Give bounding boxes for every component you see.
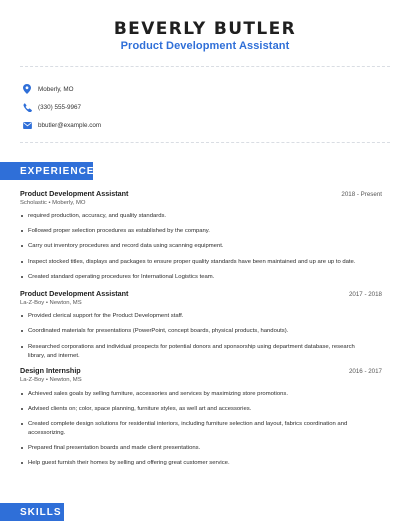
job-bullet [20,444,360,453]
job-company-location: La-Z-Boy • Newton, MS [20,300,82,306]
job-bullet [20,227,360,236]
phone-icon [22,102,32,112]
job-dates: 2016 - 2017 [348,368,382,375]
job-bullet [20,343,365,360]
job-title: Product Development Assistant [20,189,129,198]
bullet-text: Advised clients on; color, space planning, furniture styles, as well art and accessories. [28,406,252,412]
bullet-dot [21,261,23,263]
bullet-text: Researched corporations and individual prospects for potential donors and sponsorship using department database, research library, and internet. [28,344,355,359]
bullet-text: Help guest furnish their homes by selling and offering great customer service. [28,460,230,466]
bullet-dot [21,423,23,425]
job-bullet [20,390,360,399]
bullet-text: Created complete design solutions for residential interiors, including furniture selection and layout, fabrics coordination and accessorizing. [28,421,348,436]
section-skills-heading: SKILLS [0,503,64,521]
bullet-text: Prepared final presentation boards and made client presentations. [28,445,201,451]
job-company-location: La-Z-Boy • Newton, MS [20,377,82,383]
job-bullet [20,405,360,414]
contact-email [22,119,101,131]
bullet-dot [21,215,23,217]
job-dates: 2018 - Present [341,191,382,198]
bullet-text: Created standard operating procedures for International Logistics team. [28,274,215,280]
contact-phone [22,101,81,113]
contact-phone-text: (330) 555-9967 [38,103,82,111]
bullet-text: Achieved sales goals by selling furniture, accessories and services by maximizing store promotions. [28,391,288,397]
job-company-location: Scholastic • Moberly, MO [20,200,86,206]
contact-location-text: Moberly, MO [38,85,74,93]
bullet-text: required production, accuracy, and quality standards. [28,213,167,219]
bullet-dot [21,276,23,278]
bullet-text: Coordinated materials for presentations (PowerPoint, concept boards, physical products, handouts). [28,328,289,334]
bullet-dot [21,245,23,247]
job-bullet [20,212,360,221]
job-bullet [20,242,360,251]
bullet-dot [21,408,23,410]
bullet-dot [21,330,23,332]
job-dates: 2017 - 2018 [348,291,382,298]
location-pin-icon [22,84,32,94]
job-title: Product Development Assistant [20,289,129,298]
bullet-dot [21,346,23,348]
bullet-dot [21,393,23,395]
job-entry [20,289,382,306]
bullet-text: Followed proper selection procedures as established by the company. [28,228,210,234]
job-bullet [20,312,360,321]
job-bullet [20,327,360,336]
candidate-name: BEVERLY BUTLER [113,19,297,39]
bullet-text: Inspect stocked titles, displays and packages to ensure proper quality standards have been maintained and up are up to date. [28,259,356,265]
job-entry [20,366,382,383]
job-entry [20,189,382,206]
job-bullet [20,459,360,468]
bullet-dot [21,230,23,232]
bullet-dot [21,462,23,464]
bullet-text: Carry out inventory procedures and record data using scanning equipment. [28,243,224,249]
bullet-dot [21,447,23,449]
candidate-role: Product Development Assistant [120,40,290,52]
job-bullet [20,258,380,267]
section-experience-heading: EXPERIENCE [0,162,93,180]
job-title: Design Internship [20,366,81,375]
bullet-dot [21,315,23,317]
email-icon [22,120,32,130]
contact-location [22,83,74,95]
bullet-text: Provided clerical support for the Product Development staff. [28,313,184,319]
job-bullet [20,420,365,437]
job-bullet [20,273,360,282]
divider-bottom [20,142,390,143]
contact-email-text: bbutler@example.com [38,121,102,129]
divider-top [20,66,390,67]
